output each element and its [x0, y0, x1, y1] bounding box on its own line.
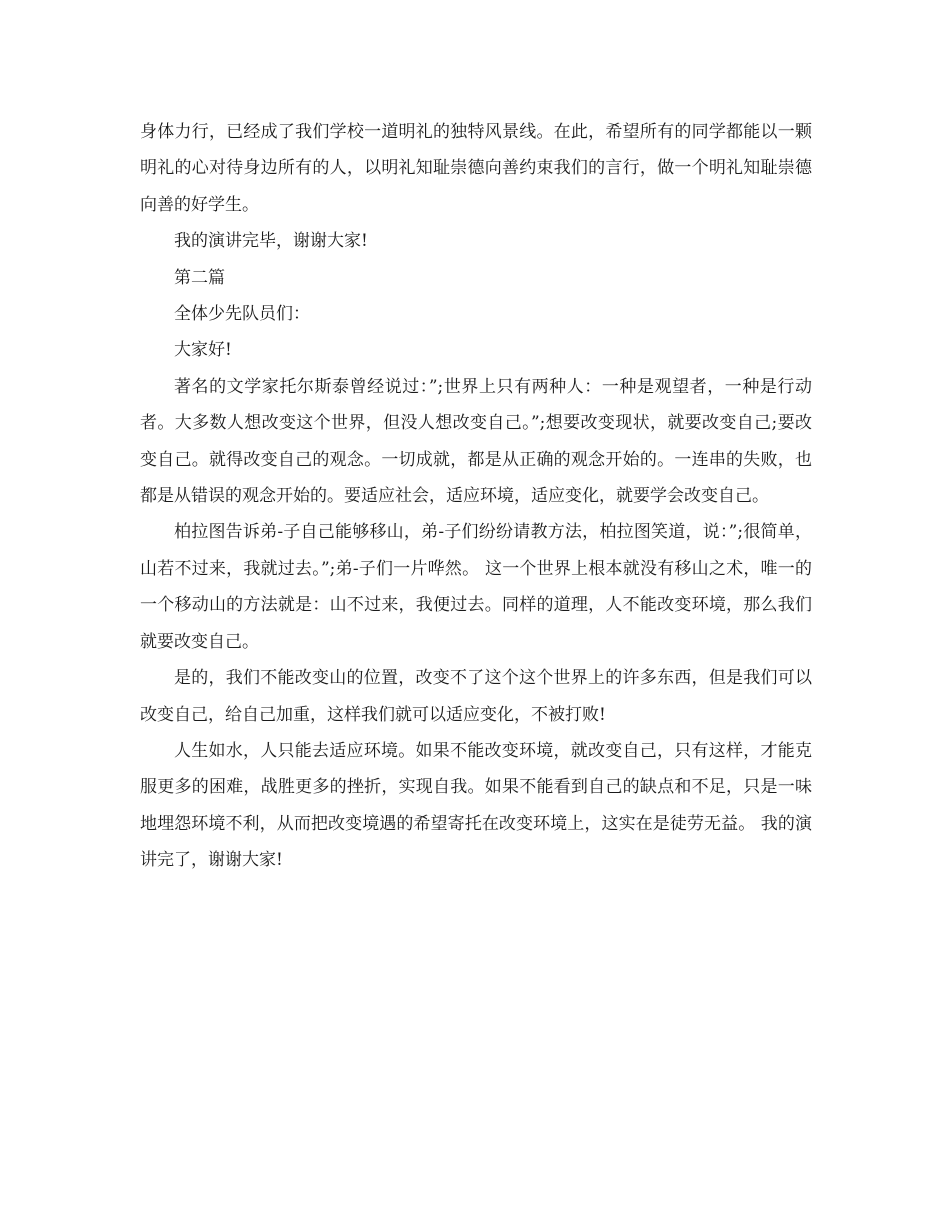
paragraph-conclusion: 人生如水，人只能去适应环境。如果不能改变环境，就改变自己，只有这样，才能克服更多的困难，战胜更多的挫折，实现自我。如果不能看到自己的缺点和不足，只是一味地埋怨环境不利，从而把改变境遇的希望寄托在改变环境上，这实在是徒劳无益。 我的演讲完了，谢谢大家! — [140, 740, 812, 871]
paragraph-salutation: 全体少先队员们： — [174, 304, 310, 325]
paragraph-continuation: 身体力行，已经成了我们学校一道明礼的独特风景线。在此，希望所有的同学都能以一颗明礼的心对待身边所有的人，以明礼知耻崇德向善约束我们的言行，做一个明礼知耻崇德向善的好学生。 — [140, 122, 812, 215]
paragraph-greeting: 大家好! — [174, 340, 232, 361]
paragraph-change-self: 是的，我们不能改变山的位置，改变不了这个这个世界上的许多东西，但是我们可以改变自己，给自己加重，这样我们就可以适应变化，不被打败! — [140, 668, 812, 725]
paragraph-closing-remark: 我的演讲完毕，谢谢大家! — [174, 231, 368, 252]
section-heading: 第二篇 — [174, 267, 225, 288]
document-body — [140, 114, 812, 879]
paragraph-plato-story: 柏拉图告诉弟-子自己能够移山，弟-子们纷纷请教方法，柏拉图笑道，说：”;很简单，山若不过来，我就过去。”;弟-子们一片哗然。 这一个世界上根本就没有移山之术，唯一的一个移动山的方法就是：山不过来，我便过去。同样的道理，人不能改变环境，那么我们就要改变自己。 — [140, 522, 812, 652]
paragraph-tolstoy-quote: 著名的文学家托尔斯泰曾经说过：”;世界上只有两种人：一种是观望者，一种是行动者。大多数人想改变这个世界，但没人想改变自己。”;想要改变现状，就要改变自己;要改变自己。就得改变自己的观念。一切成就，都是从正确的观念开始的。一连串的失败，也都是从错误的观念开始的。要适应社会，适应环境，适应变化，就要学会改变自己。 — [140, 376, 812, 507]
